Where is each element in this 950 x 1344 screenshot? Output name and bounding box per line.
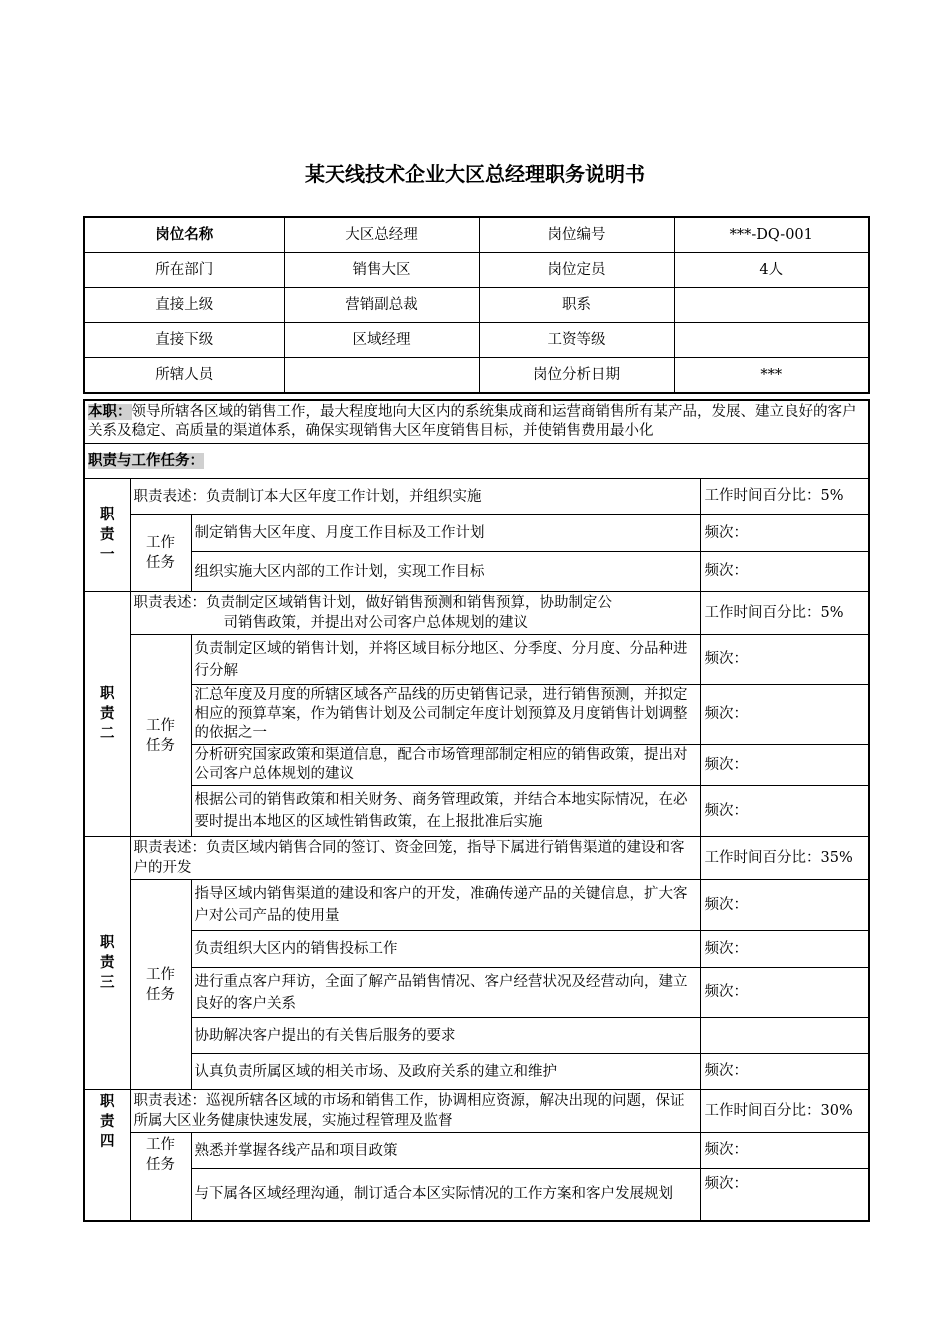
info-value-staff [284,358,479,394]
duty-2-label-text: 职责二 [100,686,115,742]
job-summary [84,400,869,444]
info-label-headcount: 岗位定员 [479,253,674,288]
info-value-headcount: 4人 [674,253,869,288]
section-header-label: 职责与工作任务： [88,452,204,469]
duty-3-task-label [130,880,191,1090]
duty-3-time-ratio: 工作时间百分比：35% [700,837,869,880]
duty-2-label [84,592,130,837]
duty-1-label-text: 职责一 [100,507,115,563]
duty-2-task-label [130,635,191,837]
duty-1-label [84,479,130,592]
duty-4-task-2-frequency: 频次： [700,1169,869,1221]
duty-3-task-2-frequency: 频次： [700,931,869,968]
duty-3-task-2: 负责组织大区内的销售投标工作 [191,931,700,968]
duty-1-task-1-frequency: 频次： [700,515,869,552]
info-value-salary-grade [674,323,869,358]
duty-2-description-line-2: 司销售政策，并提出对公司客户总体规划的建议 [223,615,528,631]
info-value-position-code: ***-DQ-001 [674,217,869,253]
duty-4-time-ratio: 工作时间百分比：30% [700,1090,869,1133]
duty-4-task-label-text: 工作任务 [146,1137,175,1173]
duty-2-time-ratio: 工作时间百分比：5% [700,592,869,635]
duty-3-task-5: 认真负责所属区域的相关市场、及政府关系的建立和维护 [191,1054,700,1090]
job-summary-text: 领导所辖各区域的销售工作，最大程度地向大区内的系统集成商和运营商销售所有某产品，发展、建立良好的客户关系及稳定、高质量的渠道体系，确保实现销售大区年度销售目标，并使销售费用最小化 [88,404,857,439]
duty-1-task-2: 组织实施大区内部的工作计划，实现工作目标 [191,552,700,592]
duty-1-time-ratio: 工作时间百分比：5% [700,479,869,515]
duty-2-task-1: 负责制定区域的销售计划，并将区域目标分地区、分季度、分月度、分品种进行分解 [191,635,700,685]
info-label-job-family: 职系 [479,288,674,323]
duty-4-label [84,1090,130,1221]
job-summary-label: 本职： [88,404,132,420]
document-title: 某天线技术企业大区总经理职务说明书 [305,162,645,186]
info-value-analysis-date: *** [674,358,869,394]
duty-4-task-1-frequency: 频次： [700,1133,869,1169]
duty-3-task-3-frequency: 频次： [700,968,869,1018]
duty-2-task-2-frequency: 频次： [700,685,869,745]
info-value-department: 销售大区 [284,253,479,288]
section-header [84,444,869,479]
info-value-superior: 营销副总裁 [284,288,479,323]
duty-3-task-5-frequency: 频次： [700,1054,869,1090]
duty-4-task-label [130,1133,191,1221]
duty-2-task-3-frequency: 频次： [700,745,869,786]
duty-1-task-label [130,515,191,592]
duty-2-task-4-frequency: 频次： [700,786,869,837]
duties-table [83,399,870,1222]
duty-1-task-1: 制定销售大区年度、月度工作目标及工作计划 [191,515,700,552]
duty-4-task-2: 与下属各区域经理沟通，制订适合本区实际情况的工作方案和客户发展规划 [191,1169,700,1221]
duty-2-description [130,592,700,635]
duty-2-task-2: 汇总年度及月度的所辖区域各产品线的历史销售记录，进行销售预测，并拟定相应的预算草案，作为销售计划及公司制定年度计划预算及月度销售计划调整的依据之一 [191,685,700,745]
duty-4-task-1: 熟悉并掌握各线产品和项目政策 [191,1133,700,1169]
duty-2-task-1-frequency: 频次： [700,635,869,685]
duty-3-task-label-text: 工作任务 [146,966,175,1003]
duty-3-task-4: 协助解决客户提出的有关售后服务的要求 [191,1018,700,1054]
info-label-department: 所在部门 [84,253,284,288]
info-label-position-code: 岗位编号 [479,217,674,253]
info-label-salary-grade: 工资等级 [479,323,674,358]
duty-1-task-label-text: 工作任务 [146,535,175,571]
info-value-job-family [674,288,869,323]
duty-1-task-2-frequency: 频次： [700,552,869,592]
duty-2-task-4: 根据公司的销售政策和相关财务、商务管理政策，并结合本地实际情况，在必要时提出本地区的区域性销售政策，在上报批准后实施 [191,786,700,837]
duty-2-description-line-1: 职责表述：负责制定区域销售计划，做好销售预测和销售预算，协助制定公 [133,595,612,611]
info-label-superior: 直接上级 [84,288,284,323]
duty-2-task-label-text: 工作任务 [146,717,175,754]
duty-3-description: 职责表述：负责区域内销售合同的签订、资金回笼，指导下属进行销售渠道的建设和客户的开发 [130,837,700,880]
duty-3-label [84,837,130,1090]
duty-1-description: 职责表述：负责制订本大区年度工作计划，并组织实施 [130,479,700,515]
duty-4-description: 职责表述：巡视所辖各区域的市场和销售工作，协调相应资源，解决出现的问题，保证所属大区业务健康快速发展，实施过程管理及监督 [130,1090,700,1133]
info-label-analysis-date: 岗位分析日期 [479,358,674,394]
info-value-position-name: 大区总经理 [284,217,479,253]
info-label-subordinate: 直接下级 [84,323,284,358]
duty-3-task-4-frequency [700,1018,869,1054]
duty-3-task-1-frequency: 频次： [700,880,869,931]
duty-3-label-text: 职责三 [100,935,115,991]
duty-4-label-text: 职责四 [100,1094,115,1150]
duty-3-task-3: 进行重点客户拜访，全面了解产品销售情况、客户经营状况及经营动向，建立良好的客户关系 [191,968,700,1018]
duty-3-task-1: 指导区域内销售渠道的建设和客户的开发，准确传递产品的关键信息，扩大客户对公司产品的使用量 [191,880,700,931]
info-value-subordinate: 区域经理 [284,323,479,358]
duty-2-task-3: 分析研究国家政策和渠道信息，配合市场管理部制定相应的销售政策，提出对公司客户总体规划的建议 [191,745,700,786]
position-info-table [83,216,870,394]
info-label-position-name: 岗位名称 [84,217,284,253]
info-label-staff: 所辖人员 [84,358,284,394]
